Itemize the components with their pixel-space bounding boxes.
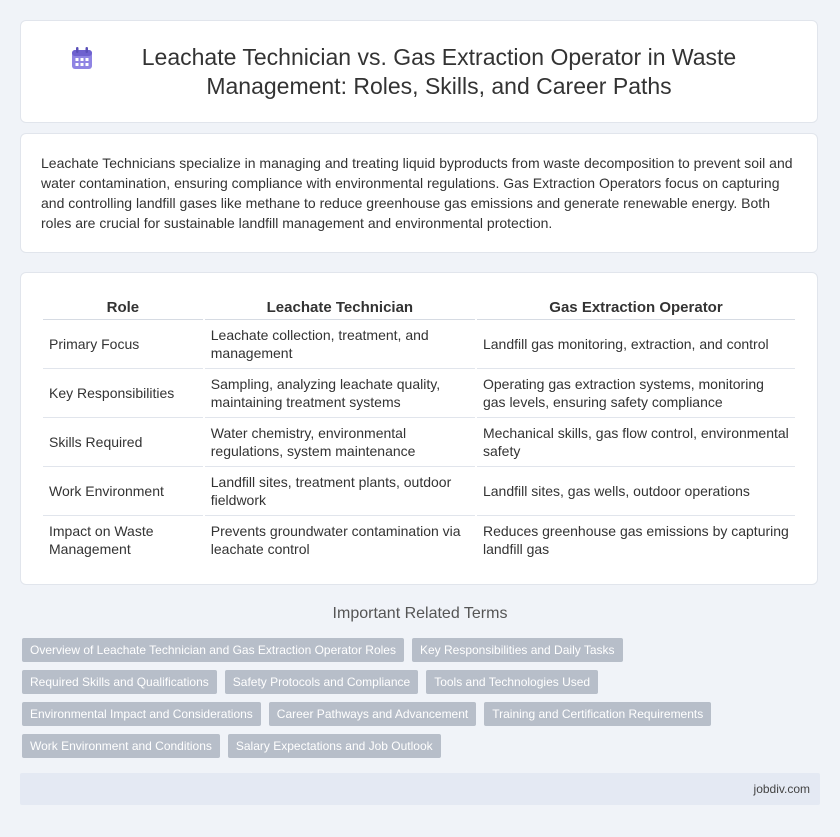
title-wrap (69, 43, 769, 101)
table-row (43, 320, 795, 369)
calendar-icon (69, 45, 95, 71)
related-terms-tags (22, 638, 822, 766)
table-row (43, 369, 795, 418)
title-card (20, 20, 818, 123)
leachate-cell: Prevents groundwater contamination via leachate control (210, 523, 461, 557)
leachate-cell: Leachate collection, treatment, and management (205, 320, 475, 369)
related-term-tag[interactable]: Work Environment and Conditions (22, 734, 220, 758)
related-term-tag[interactable]: Overview of Leachate Technician and Gas Extraction Operator Roles (22, 638, 404, 662)
related-term-tag[interactable]: Salary Expectations and Job Outlook (228, 734, 441, 758)
table-row (43, 516, 795, 564)
leachate-cell: Landfill sites, treatment plants, outdoor fieldwork (205, 467, 475, 516)
table-row (43, 467, 795, 516)
row-label: Impact on Waste Management (49, 523, 154, 557)
related-term-tag[interactable]: Key Responsibilities and Daily Tasks (412, 638, 623, 662)
related-term-tag[interactable]: Training and Certification Requirements (484, 702, 711, 726)
gas-cell: Reduces greenhouse gas emissions by capturing landfill gas (482, 523, 789, 557)
gas-cell: Landfill sites, gas wells, outdoor operations (477, 467, 795, 516)
intro-text: Leachate Technicians specialize in managing and treating liquid byproducts from waste decomposition to prevent soil and water contamination, ensuring compliance with environmental regulations. Gas Extraction Operators focus on capturing and controlling landfill gases like methane to reduce greenhouse gas emissions and generate renewable energy. Both roles are crucial for sustainable landfill management and environmental protection. (41, 155, 793, 231)
related-term-tag[interactable]: Required Skills and Qualifications (22, 670, 217, 694)
row-label: Primary Focus (43, 320, 203, 369)
related-terms-title: Important Related Terms (332, 605, 508, 622)
related-term-tag[interactable]: Career Pathways and Advancement (269, 702, 476, 726)
footer-site-link[interactable]: jobdiv.com (753, 782, 810, 796)
comparison-table-card (20, 272, 818, 585)
related-term-tag[interactable]: Environmental Impact and Considerations (22, 702, 261, 726)
row-label: Work Environment (43, 467, 203, 516)
leachate-cell: Sampling, analyzing leachate quality, maintaining treatment systems (205, 369, 475, 418)
table-row (43, 418, 795, 467)
page-title: Leachate Technician vs. Gas Extraction Operator in Waste Management: Roles, Skills, and Career Paths (141, 43, 737, 99)
leachate-cell: Water chemistry, environmental regulations, system maintenance (205, 418, 475, 467)
related-term-tag[interactable]: Safety Protocols and Compliance (225, 670, 418, 694)
row-label: Skills Required (43, 418, 203, 467)
intro-card (20, 133, 818, 253)
header-role: Role (43, 295, 203, 320)
header-leachate-technician: Leachate Technician (205, 295, 475, 320)
row-label: Key Responsibilities (43, 369, 203, 418)
gas-cell: Landfill gas monitoring, extraction, and control (477, 320, 795, 369)
header-gas-extraction-operator: Gas Extraction Operator (477, 295, 795, 320)
gas-cell: Mechanical skills, gas flow control, environmental safety (477, 418, 795, 467)
footer (20, 773, 820, 805)
gas-cell: Operating gas extraction systems, monitoring gas levels, ensuring safety compliance (477, 369, 795, 418)
table-header-row (43, 295, 795, 320)
comparison-table (41, 295, 797, 564)
related-term-tag[interactable]: Tools and Technologies Used (426, 670, 598, 694)
